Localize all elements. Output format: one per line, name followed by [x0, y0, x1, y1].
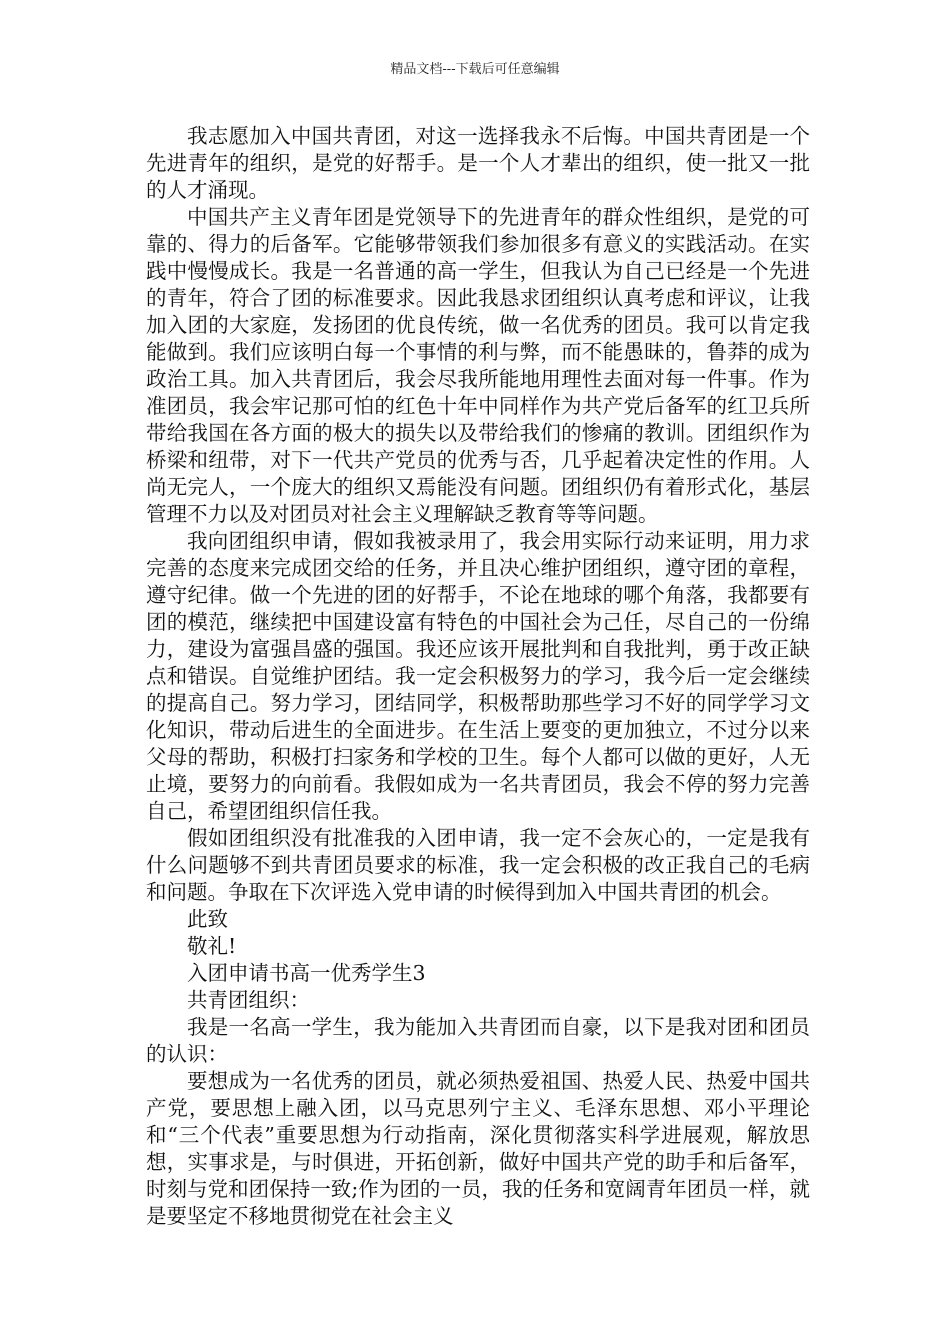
- document-body: [146, 123, 810, 1230]
- paragraph: 要想成为一名优秀的团员，就必须热爱祖国、热爱人民、热爱中国共产党，要思想上融入团，以马克思列宁主义、毛泽东思想、邓小平理论和“三个代表”重要思想为行动指南，深化贯彻落实科学进展观，解放思想，实事求是，与时俱进，开拓创新，做好中国共产党的助手和后备军，时刻与党和团保持一致;作为团的一员，我的任务和宽阔青年团员一样，就是要坚定不移地贯彻党在社会主义: [146, 1069, 810, 1228]
- paragraph: 假如团组织没有批准我的入团申请，我一定不会灰心的，一定是我有什么问题够不到共青团员要求的标准，我一定会积极的改正我自己的毛病和问题。争取在下次评选入党申请的时候得到加入中国共青团的机会。: [146, 826, 810, 904]
- paragraph: 我向团组织申请，假如我被录用了，我会用实际行动来证明，用力求完善的态度来完成团交给的任务，并且决心维护团组织，遵守团的章程，遵守纪律。做一个先进的团的好帮手，不论在地球的哪个角落，我都要有团的模范，继续把中国建设富有特色的中国社会为己任，尽自己的一份绵力，建设为富强昌盛的强国。我还应该开展批判和自我批判，勇于改正缺点和错误。自觉维护团结。我一定会积极努力的学习，我今后一定会继续的提高自己。努力学习，团结同学，积极帮助那些学习不好的同学学习文化知识，带动后进生的全面进步。在生活上要变的更加独立，不过分以来父母的帮助，积极打扫家务和学校的卫生。每个人都可以做的更好，人无止境，要努力的向前看。我假如成为一名共青团员，我会不停的努力完善自己，希望团组织信任我。: [146, 529, 810, 823]
- addressee: 共青团组织：: [187, 988, 310, 1012]
- paragraph: 我是一名高一学生，我为能加入共青团而自豪，以下是我对团和团员的认识：: [146, 1015, 810, 1066]
- page-header: 精品文档---下载后可任意编辑: [390, 62, 560, 77]
- paragraph: 我志愿加入中国共青团，对这一选择我永不后悔。中国共青团是一个先进青年的组织，是党的好帮手。是一个人才辈出的组织，使一批又一批的人才涌现。: [146, 124, 810, 202]
- paragraph: 中国共产主义青年团是党领导下的先进青年的群众性组织，是党的可靠的、得力的后备军。它能够带领我们参加很多有意义的实践活动。在实践中慢慢成长。我是一名普通的高一学生，但我认为自己已经是一个先进的青年，符合了团的标准要求。因此我恳求团组织认真考虑和评议，让我加入团的大家庭，发扬团的优良传统，做一名优秀的团员。我可以肯定我能做到。我们应该明白每一个事情的利与弊，而不能愚昧的，鲁莽的成为政治工具。加入共青团后，我会尽我所能地用理性去面对每一件事。作为准团员，我会牢记那可怕的红色十年中同样作为共产党后备军的红卫兵所带给我国在各方面的极大的损失以及带给我们的惨痛的教训。团组织作为桥梁和纽带，对下一代共产党员的优秀与否，几乎起着决定性的作用。人尚无完人，一个庞大的组织又焉能没有问题。团组织仍有着形式化，基层管理不力以及对团员对社会主义理解缺乏教育等等问题。: [146, 205, 810, 526]
- closing-regards: 敬礼!: [187, 934, 237, 958]
- closing-salutation: 此致: [187, 907, 228, 931]
- section-title: 入团申请书高一优秀学生3: [187, 961, 426, 985]
